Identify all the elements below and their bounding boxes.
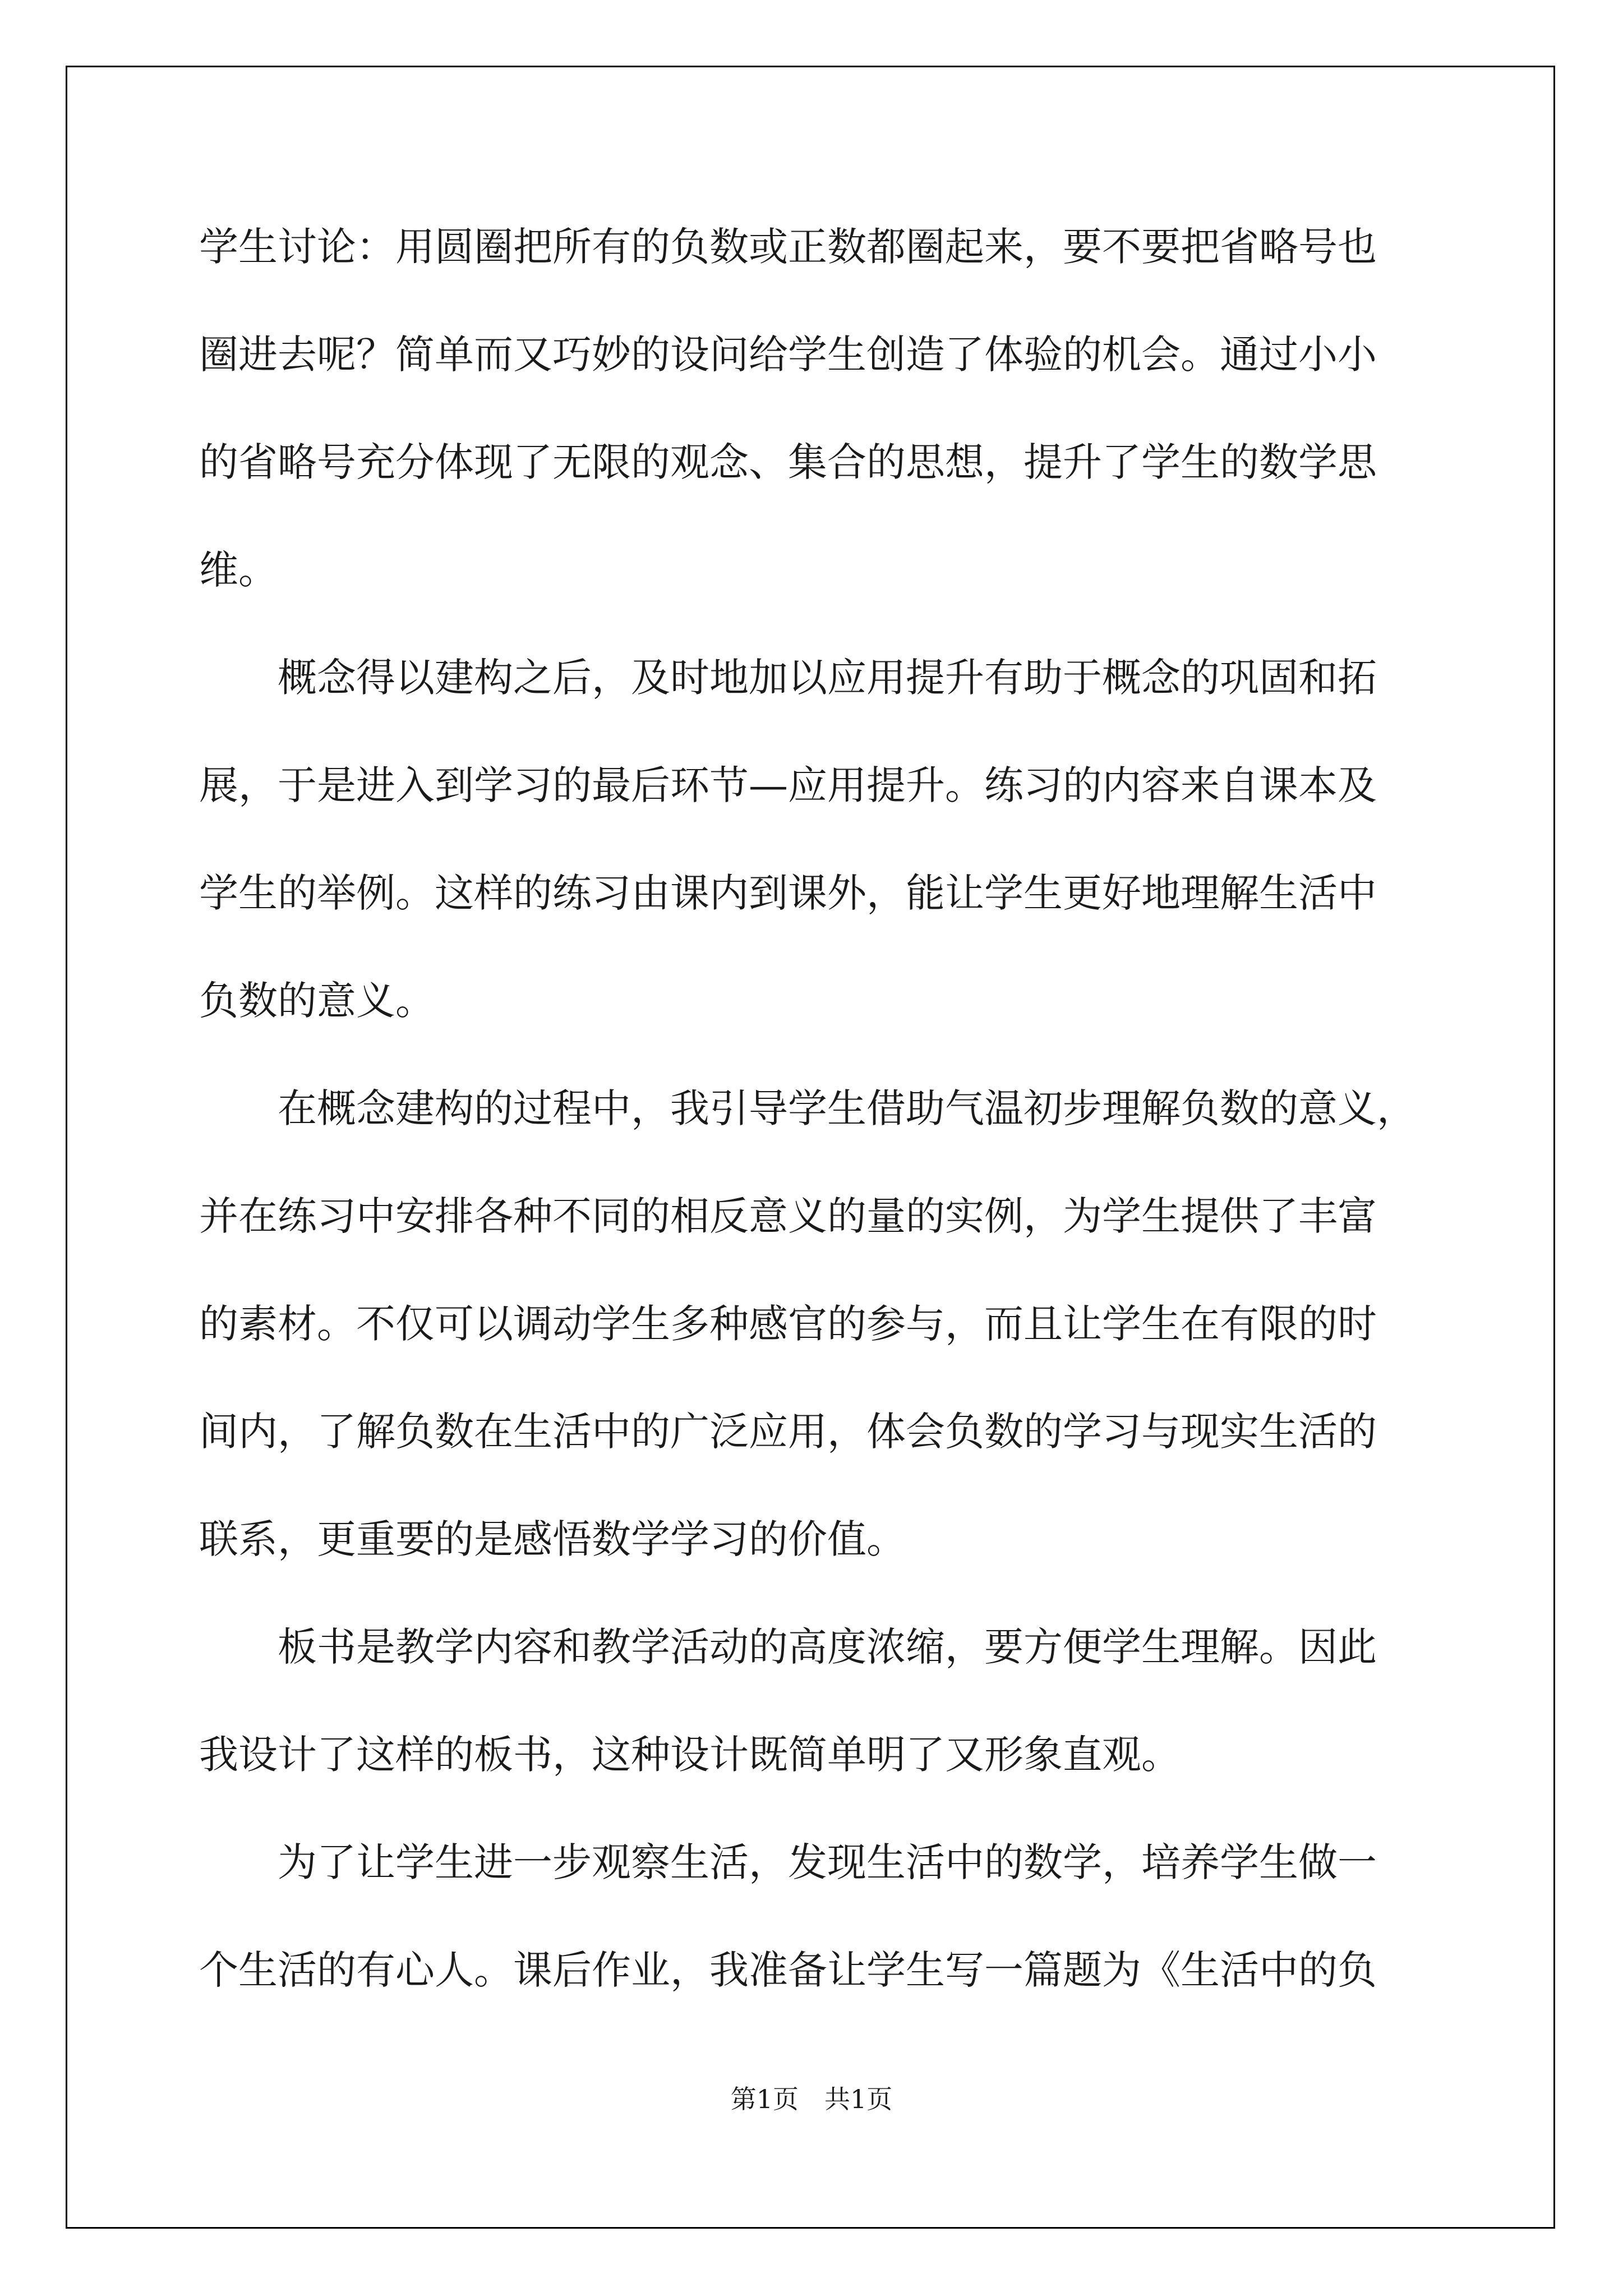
text-line: 圈进去呢？简单而又巧妙的设问给学生创造了体验的机会。通过小小 — [199, 332, 1377, 378]
text-line: 间内，了解负数在生活中的广泛应用，体会负数的学习与现实生活的 — [199, 1409, 1377, 1455]
text-line: 个生活的有心人。课后作业，我准备让学生写一篇题为《生活中的负 — [199, 1947, 1377, 1993]
text-line: 的素材。不仅可以调动学生多种感官的参与，而且让学生在有限的时 — [199, 1301, 1377, 1347]
text-line: 并在练习中安排各种不同的相反意义的量的实例，为学生提供了丰富 — [199, 1193, 1377, 1239]
text-line: 学生的举例。这样的练习由课内到课外，能让学生更好地理解生活中 — [199, 870, 1377, 916]
text-line: 为了让学生进一步观察生活，发现生活中的数学，培养学生做一 — [199, 1839, 1377, 1885]
text-line: 展，于是进入到学习的最后环节—应用提升。练习的内容来自课本及 — [199, 762, 1377, 808]
text-line: 的省略号充分体现了无限的观念、集合的思想，提升了学生的数学思 — [199, 439, 1377, 485]
text-line: 维。 — [199, 547, 278, 593]
text-line: 负数的意义。 — [199, 978, 435, 1024]
text-line: 概念得以建构之后，及时地加以应用提升有助于概念的巩固和拓 — [199, 655, 1377, 701]
page-number-footer: 第1页 共1页 — [730, 2084, 893, 2114]
document-body — [199, 213, 1427, 2044]
text-line: 板书是教学内容和教学活动的高度浓缩，要方便学生理解。因此 — [199, 1624, 1377, 1670]
text-line: 我设计了这样的板书，这种设计既简单明了又形象直观。 — [199, 1732, 1181, 1778]
text-line: 学生讨论：用圆圈把所有的负数或正数都圈起来，要不要把省略号也 — [199, 224, 1377, 270]
text-line: 在概念建构的过程中，我引导学生借助气温初步理解负数的意义， — [199, 1085, 1416, 1131]
text-line: 联系，更重要的是感悟数学学习的价值。 — [199, 1516, 906, 1562]
